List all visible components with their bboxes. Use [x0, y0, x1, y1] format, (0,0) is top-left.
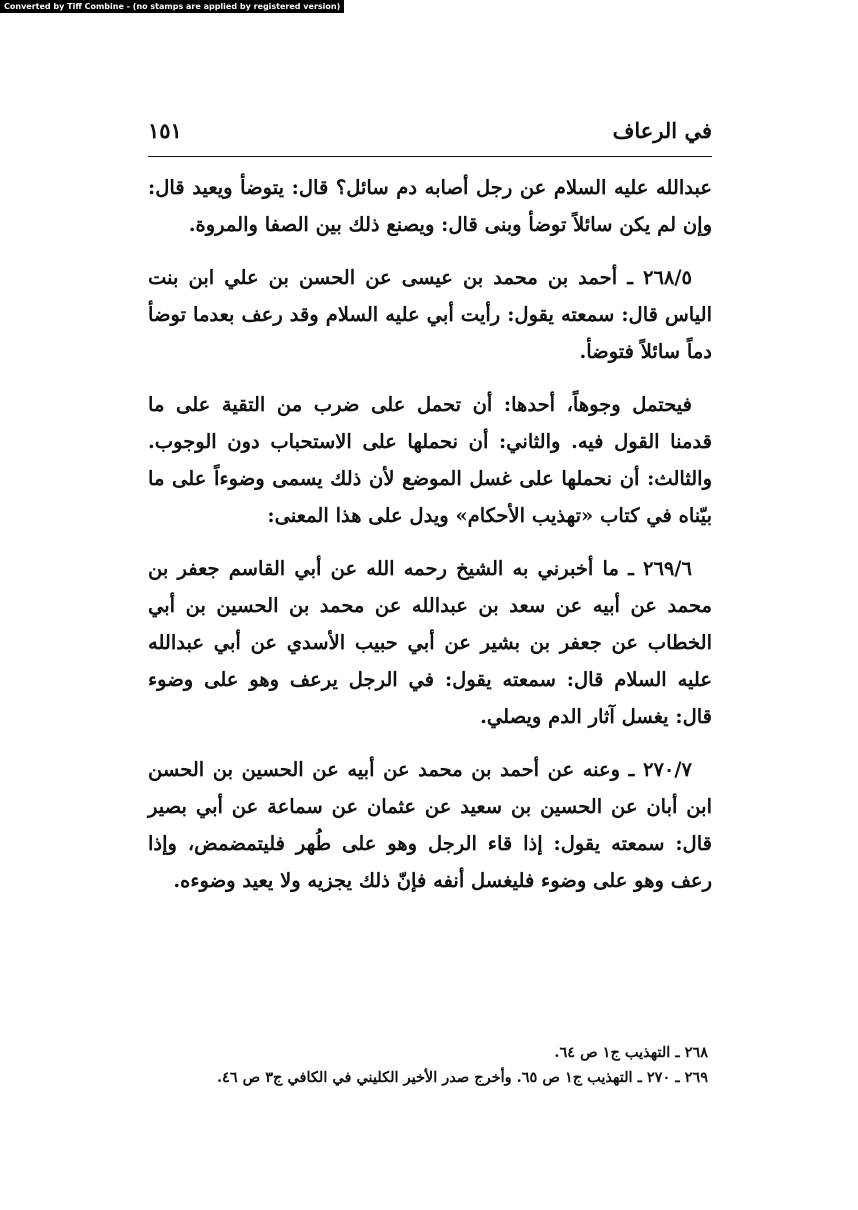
- running-header: [148, 110, 712, 157]
- running-title: في الرعاف: [612, 118, 712, 143]
- book-page: [148, 110, 712, 915]
- footnotes: [148, 1040, 708, 1090]
- footnote-268: ٢٦٨ ـ التهذيب ج١ ص ٦٤.: [554, 1044, 708, 1061]
- body-text: [148, 157, 712, 899]
- page-number: ١٥١: [148, 118, 182, 143]
- paragraph-continuation: عبدالله عليه السلام عن رجل أصابه دم سائل؟ قال: يتوضأ ويعيد قال: وإن لم يكن سائلاً توضأ وبنى قال: ويصنع ذلك بين الصفا والمروة.: [148, 176, 712, 236]
- conversion-banner: Converted by Tiff Combine - (no stamps are applied by registered version): [0, 0, 344, 13]
- paragraph-hadith-268: ٢٦٨/٥ ـ أحمد بن محمد بن عيسى عن الحسن بن علي ابن بنت الياس قال: سمعته يقول: رأيت أبي عليه السلام وقد رعف بعدما توضأ دماً سائلاً فتوضأ.: [148, 266, 712, 363]
- paragraph-commentary: فيحتمل وجوهاً، أحدها: أن تحمل على ضرب من التقية على ما قدمنا القول فيه. والثاني: أن نحملها على الاستحباب دون الوجوب. والثالث: أن نحملها على غسل الموضع لأن ذلك يسمى وضوءاً على ما بيّناه في كتاب «تهذيب الأحكام» ويدل على هذا المعنى:: [148, 393, 712, 527]
- paragraph-hadith-270: ٢٧٠/٧ ـ وعنه عن أحمد بن محمد عن أبيه عن الحسين بن الحسن ابن أبان عن الحسين بن سعيد عن عثمان عن سماعة عن أبي بصير قال: سمعته يقول: إذا قاء الرجل وهو على طُهر فليتمضمض، وإذا رعف وهو على وضوء فليغسل أنفه فإنّ ذلك يجزيه ولا يعيد وضوءه.: [148, 758, 712, 892]
- paragraph-hadith-269: ٢٦٩/٦ ـ ما أخبرني به الشيخ رحمه الله عن أبي القاسم جعفر بن محمد عن أبيه عن سعد بن عبدالله عن محمد بن الحسين بن أبي الخطاب عن جعفر بن بشير عن أبي حبيب الأسدي عن أبي عبدالله عليه السلام قال: سمعته يقول: في الرجل يرعف وهو على وضوء قال: يغسل آثار الدم ويصلي.: [148, 557, 712, 728]
- footnote-269-270: ٢٦٩ ـ ٢٧٠ ـ التهذيب ج١ ص ٦٥. وأخرج صدر الأخير الكليني في الكافي ج٣ ص ٤٦.: [216, 1069, 708, 1086]
